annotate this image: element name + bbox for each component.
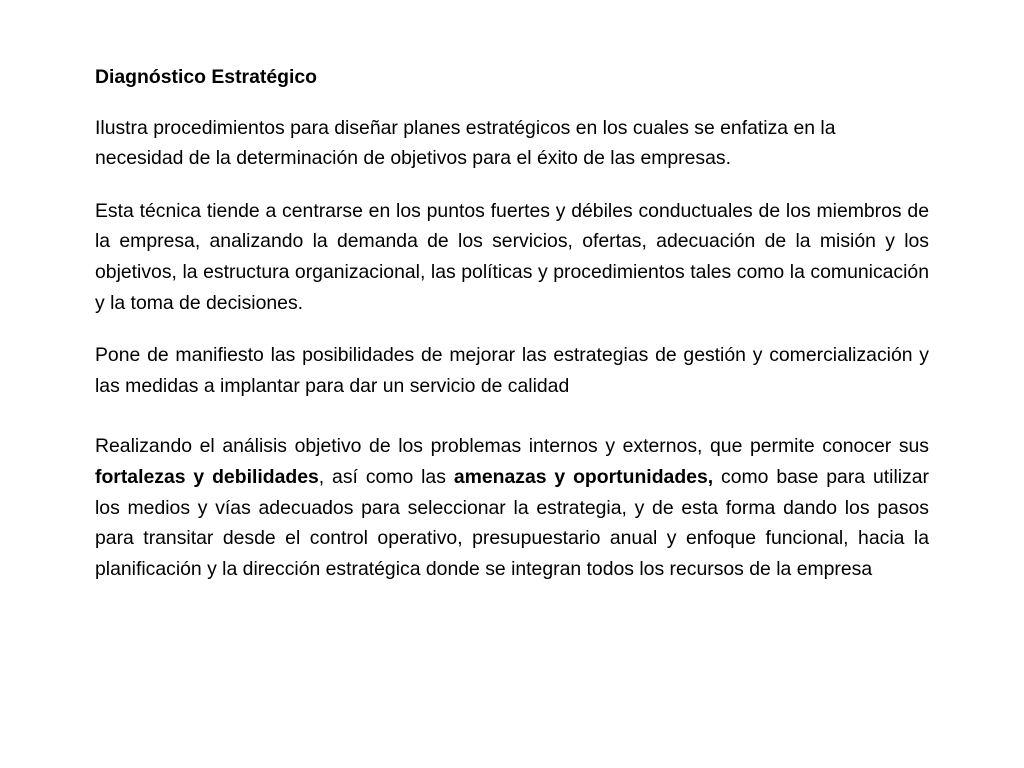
- paragraph-4-text-3: como base para utilizar los medios y vías adecuados para seleccionar la estrategia, y de esta forma dando los pasos para transitar desde el control operativo, presupuestario anual y enfoque funcional, hacia la planificación y la dirección estratégica donde se integran todos los recursos de la empresa: [95, 465, 929, 580]
- slide-title: Diagnóstico Estratégico: [95, 66, 317, 88]
- paragraph-4: [95, 431, 929, 584]
- paragraph-4-text-2: , así como las: [318, 465, 454, 488]
- paragraph-1: Ilustra procedimientos para diseñar planes estratégicos en los cuales se enfatiza en la necesidad de la determinación de objetivos para el éxito de las empresas.: [95, 116, 836, 170]
- highlight-fortalezas-debilidades: fortalezas y debilidades: [95, 465, 319, 488]
- paragraph-2: Esta técnica tiende a centrarse en los puntos fuertes y débiles conductuales de los miembros de la empresa, analizando la demanda de los servicios, ofertas, adecuación de la misión y los objetivos, la estructura organizacional, las políticas y procedimientos tales como la comunicación y la toma de decisiones.: [95, 199, 929, 314]
- slide-content: [95, 62, 929, 606]
- paragraph-3: Pone de manifiesto las posibilidades de mejorar las estrategias de gestión y comercialización y las medidas a implantar para dar un servicio de calidad: [95, 344, 929, 397]
- highlight-amenazas-oportunidades: amenazas y oportunidades,: [453, 465, 714, 488]
- paragraph-4-text-1: Realizando el análisis objetivo de los problemas internos y externos, que permite conocer sus: [95, 435, 929, 458]
